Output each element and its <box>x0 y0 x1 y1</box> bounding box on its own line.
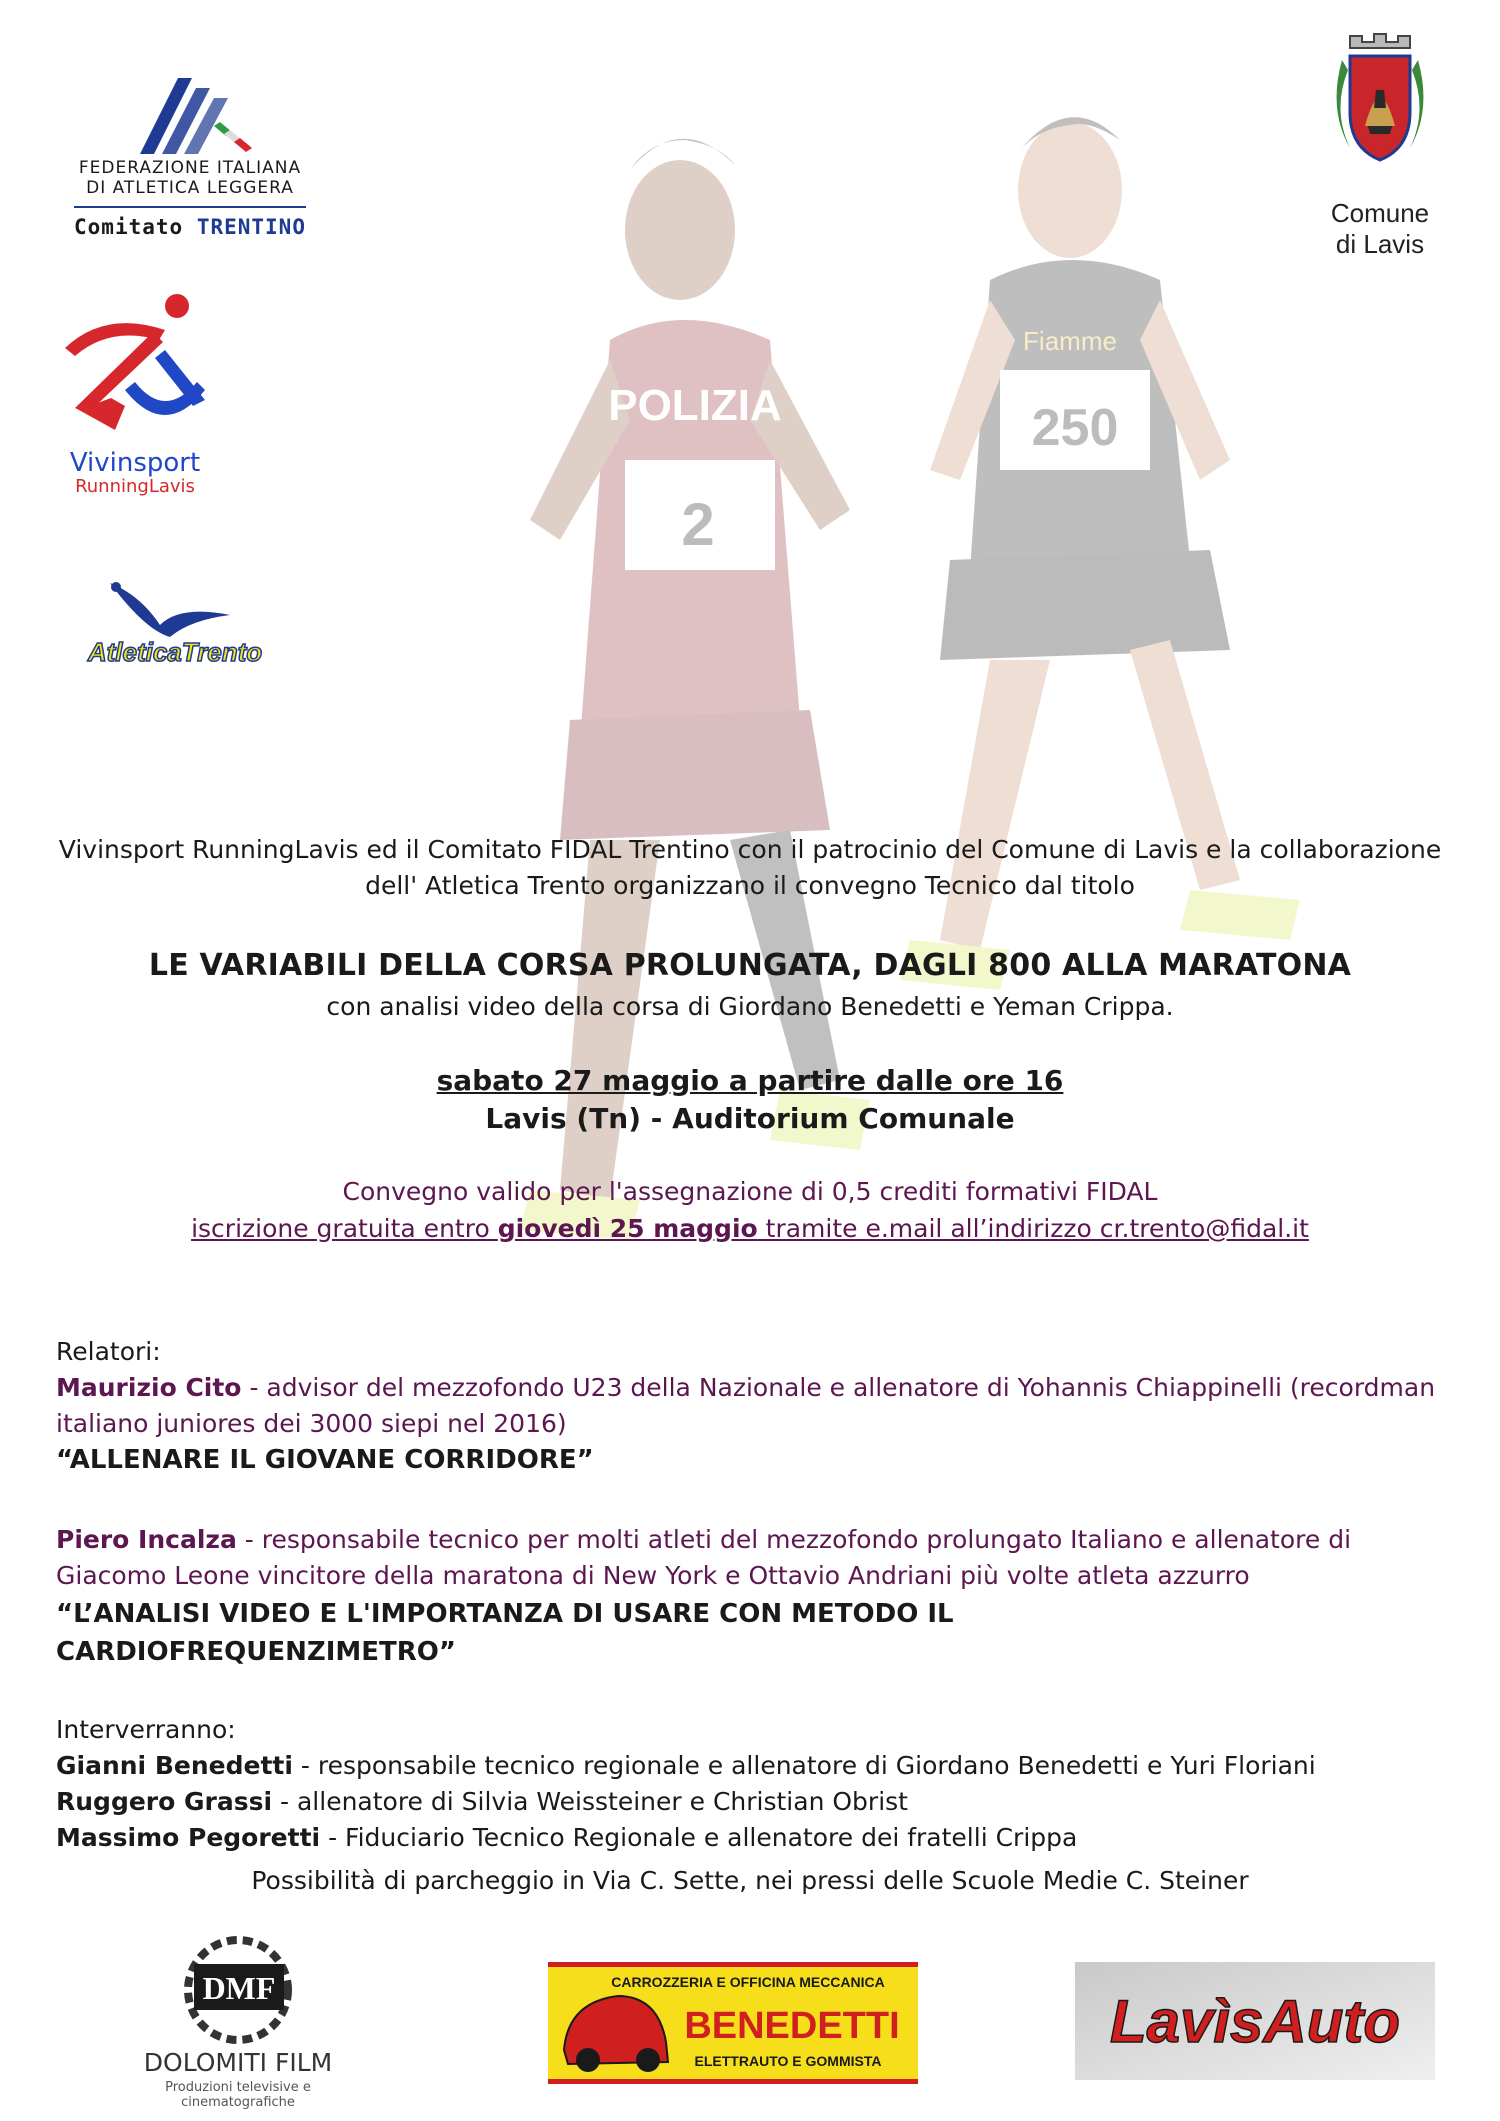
fidal-line1: FEDERAZIONE ITALIANA <box>78 158 302 178</box>
event-place: Lavis (Tn) - Auditorium Comunale <box>485 1102 1015 1135</box>
comune-name <box>1300 198 1460 260</box>
intro-line1: Vivinsport RunningLavis ed il Comitato FIDAL Trentino con il patrocinio del Comune di Lavis e la collaborazione <box>58 835 1442 864</box>
event-date: sabato 27 maggio a partire dalle ore 16 <box>436 1064 1064 1097</box>
film-reel-icon <box>108 1930 368 2046</box>
comune-line2: di Lavis <box>1335 229 1425 259</box>
fidal-logo <box>70 70 310 260</box>
guest-desc: - allenatore di Silvia Weissteiner e Christian Obrist <box>272 1787 908 1816</box>
lavis-auto-name: LavìsAuto <box>1109 1988 1401 2055</box>
speaker-desc-line2: italiano juniores dei 3000 siepi nel 2016) <box>56 1409 567 1438</box>
lavis-auto-logo <box>1075 1962 1435 2080</box>
guest-item <box>56 1748 1456 1784</box>
fidal-mark-icon <box>70 70 310 158</box>
dmf-mark: DMF <box>202 1970 276 2006</box>
speaker-desc: - advisor del mezzofondo U23 della Nazionale e allenatore di Yohannis Chiappinelli (recordman <box>241 1373 1436 1402</box>
guest-name: Gianni Benedetti <box>56 1751 293 1780</box>
guest-desc: - Fiduciario Tecnico Regionale e allenatore dei fratelli Crippa <box>320 1823 1078 1852</box>
fidal-committee-region: TRENTINO <box>196 215 306 239</box>
event-subtitle: con analisi video della corsa di Giordano Benedetti e Yeman Crippa. <box>326 992 1174 1021</box>
eagle-icon <box>50 575 300 645</box>
fidal-line2: DI ATLETICA LEGGERA <box>86 178 294 198</box>
signup-date: giovedì 25 maggio <box>497 1214 758 1243</box>
comune-line1: Comune <box>1330 198 1430 228</box>
speaker-desc: - responsabile tecnico per molti atleti del mezzofondo prolungato Italiano e allenatore di <box>236 1525 1352 1554</box>
benedetti-name: BENEDETTI <box>684 2005 900 2047</box>
parking-note: Possibilità di parcheggio in Via C. Sette, nei pressi delle Scuole Medie C. Steiner <box>251 1866 1249 1895</box>
intro-text <box>0 832 1500 904</box>
runners-photo <box>470 40 1370 1420</box>
credits-text: Convegno valido per l'assegnazione di 0,5 crediti formativi FIDAL <box>342 1177 1158 1206</box>
runner-icon <box>55 290 215 445</box>
guests-heading: Interverranno: <box>56 1715 236 1744</box>
event-title: LE VARIABILI DELLA CORSA PROLUNGATA, DAGLI 800 ALLA MARATONA <box>148 948 1352 983</box>
vivinsport-name: Vivinsport <box>69 448 201 478</box>
benedetti-bottom: ELETTRAUTO E GOMMISTA <box>694 2053 882 2069</box>
dmf-tagline: Produzioni televisive e cinematografiche <box>165 2080 311 2110</box>
speaker-name: Maurizio Cito <box>56 1373 242 1402</box>
atletica-trento-logo <box>50 575 300 685</box>
bib-left-number: 2 <box>681 491 715 558</box>
dolomiti-film-logo <box>108 1930 368 2110</box>
speaker-talk-title: “ALLENARE IL GIOVANE CORRIDORE” <box>56 1445 594 1475</box>
speaker-item <box>56 1522 1456 1558</box>
speaker-talk-title: “L’ANALISI VIDEO E L'IMPORTANZA DI USARE CON METODO IL <box>56 1599 954 1629</box>
bib-right-team: Fiamme <box>1023 326 1117 356</box>
vivinsport-sub: RunningLavis <box>75 476 195 497</box>
bib-left-team: POLIZIA <box>608 381 782 430</box>
fidal-divider <box>74 206 306 208</box>
guest-name: Ruggero Grassi <box>56 1787 273 1816</box>
signup-text <box>0 1214 1500 1243</box>
signup-pre: iscrizione gratuita entro <box>191 1214 498 1243</box>
dmf-name: DOLOMITI FILM <box>143 2048 333 2077</box>
intro-line2: dell' Atletica Trento organizzano il convegno Tecnico dal titolo <box>365 871 1135 900</box>
guest-item <box>56 1820 1456 1856</box>
guest-item <box>56 1784 1456 1820</box>
benedetti-logo <box>548 1962 918 2084</box>
guest-desc: - responsabile tecnico regionale e allenatore di Giordano Benedetti e Yuri Floriani <box>292 1751 1316 1780</box>
vivinsport-logo <box>55 290 215 500</box>
benedetti-top: CARROZZERIA E OFFICINA MECCANICA <box>611 1974 885 1990</box>
speaker-name: Piero Incalza <box>56 1525 237 1554</box>
speaker-item <box>56 1370 1456 1406</box>
signup-email: tramite e.mail all’indirizzo cr.trento@fidal.it <box>757 1214 1309 1243</box>
speaker-talk-title-line2: CARDIOFREQUENZIMETRO” <box>56 1637 456 1667</box>
speaker-desc-line2: Giacomo Leone vincitore della maratona di New York e Ottavio Andriani più volte atleta azzurro <box>56 1561 1250 1590</box>
fidal-committee <box>70 215 310 239</box>
atletica-trento-name: AtleticaTrento <box>87 637 263 667</box>
guest-name: Massimo Pegoretti <box>56 1823 321 1852</box>
fidal-committee-prefix: Comitato <box>74 215 184 239</box>
comune-crest-icon <box>1320 30 1440 180</box>
speakers-heading: Relatori: <box>56 1337 161 1366</box>
bib-right-number: 250 <box>1031 399 1119 457</box>
